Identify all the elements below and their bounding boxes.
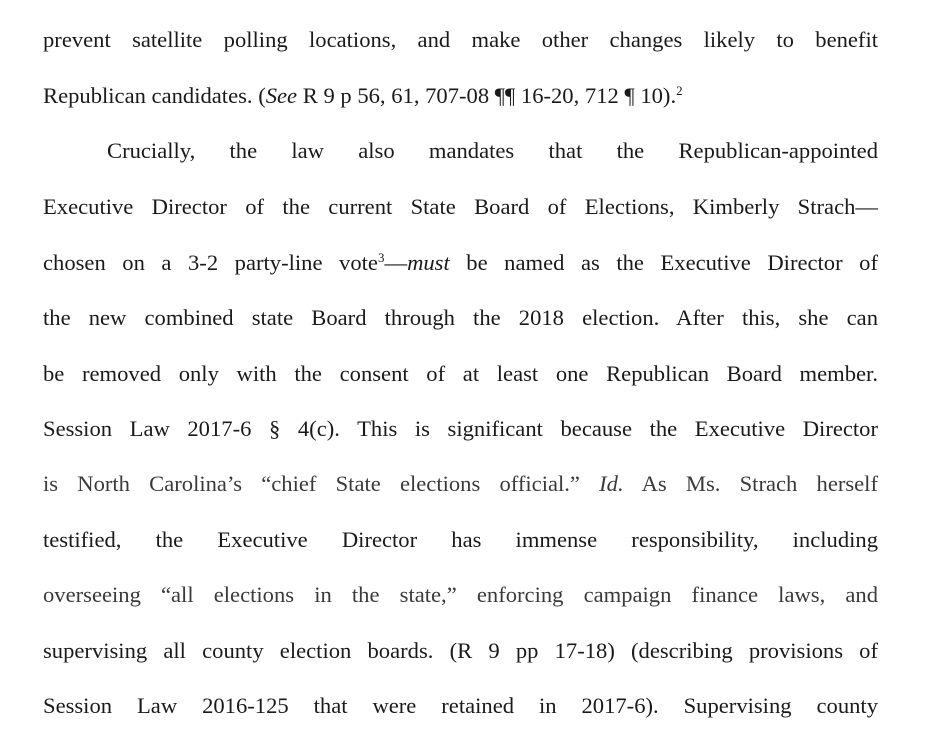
text-run: Session Law 2016-125 that were retained in 2017-6). Supervising county xyxy=(43,693,878,718)
text-run: — xyxy=(384,250,408,275)
text-run: overseeing “all elections in the state,” enforcing campaign finance laws, and xyxy=(43,582,878,607)
text-line-2 xyxy=(43,76,683,116)
text-run: be named as the Executive Director of xyxy=(449,250,879,275)
text-run: R 9 p 56, 61, 707-08 ¶¶ 16-20, 712 ¶ 10). xyxy=(297,83,677,108)
text-run: Crucially, the law also mandates that the Republican-appointed xyxy=(107,138,878,163)
text-line-3 xyxy=(107,131,878,171)
text-line-8 xyxy=(43,409,878,449)
emphasis: must xyxy=(407,250,450,275)
text-line-13 xyxy=(43,686,878,726)
text-run: prevent satellite polling locations, and make other changes likely to benefit xyxy=(43,27,878,52)
text-line-12 xyxy=(43,631,878,671)
text-run: be removed only with the consent of at least one Republican Board member. xyxy=(43,361,878,386)
text-run: supervising all county election boards. (R 9 pp 17-18) (describing provisions of xyxy=(43,638,878,663)
text-run: testified, the Executive Director has immense responsibility, including xyxy=(43,527,878,552)
text-run: is North Carolina’s “chief State elections official.” xyxy=(43,471,600,496)
footnote-marker: 3 xyxy=(377,250,385,265)
footnote-marker: 2 xyxy=(676,83,683,98)
citation-signal: Id. xyxy=(599,471,624,496)
text-run: As Ms. Strach herself xyxy=(623,471,878,496)
text-run: the new combined state Board through the 2018 election. After this, she can xyxy=(43,305,878,330)
text-line-7 xyxy=(43,354,878,394)
text-run: Executive Director of the current State Board of Elections, Kimberly Strach— xyxy=(43,194,878,219)
text-line-10 xyxy=(43,520,878,560)
text-line-9 xyxy=(43,464,878,504)
text-line-4 xyxy=(43,187,878,227)
text-run: Session Law 2017-6 § 4(c). This is significant because the Executive Director xyxy=(43,416,878,441)
text-line-11 xyxy=(43,575,878,615)
text-run: Republican candidates. ( xyxy=(43,83,266,108)
text-line-5 xyxy=(43,243,878,283)
text-line-6 xyxy=(43,298,878,338)
text-line-1 xyxy=(43,20,878,60)
text-run: chosen on a 3-2 party-line vote xyxy=(43,250,378,275)
citation-signal: See xyxy=(265,83,298,108)
